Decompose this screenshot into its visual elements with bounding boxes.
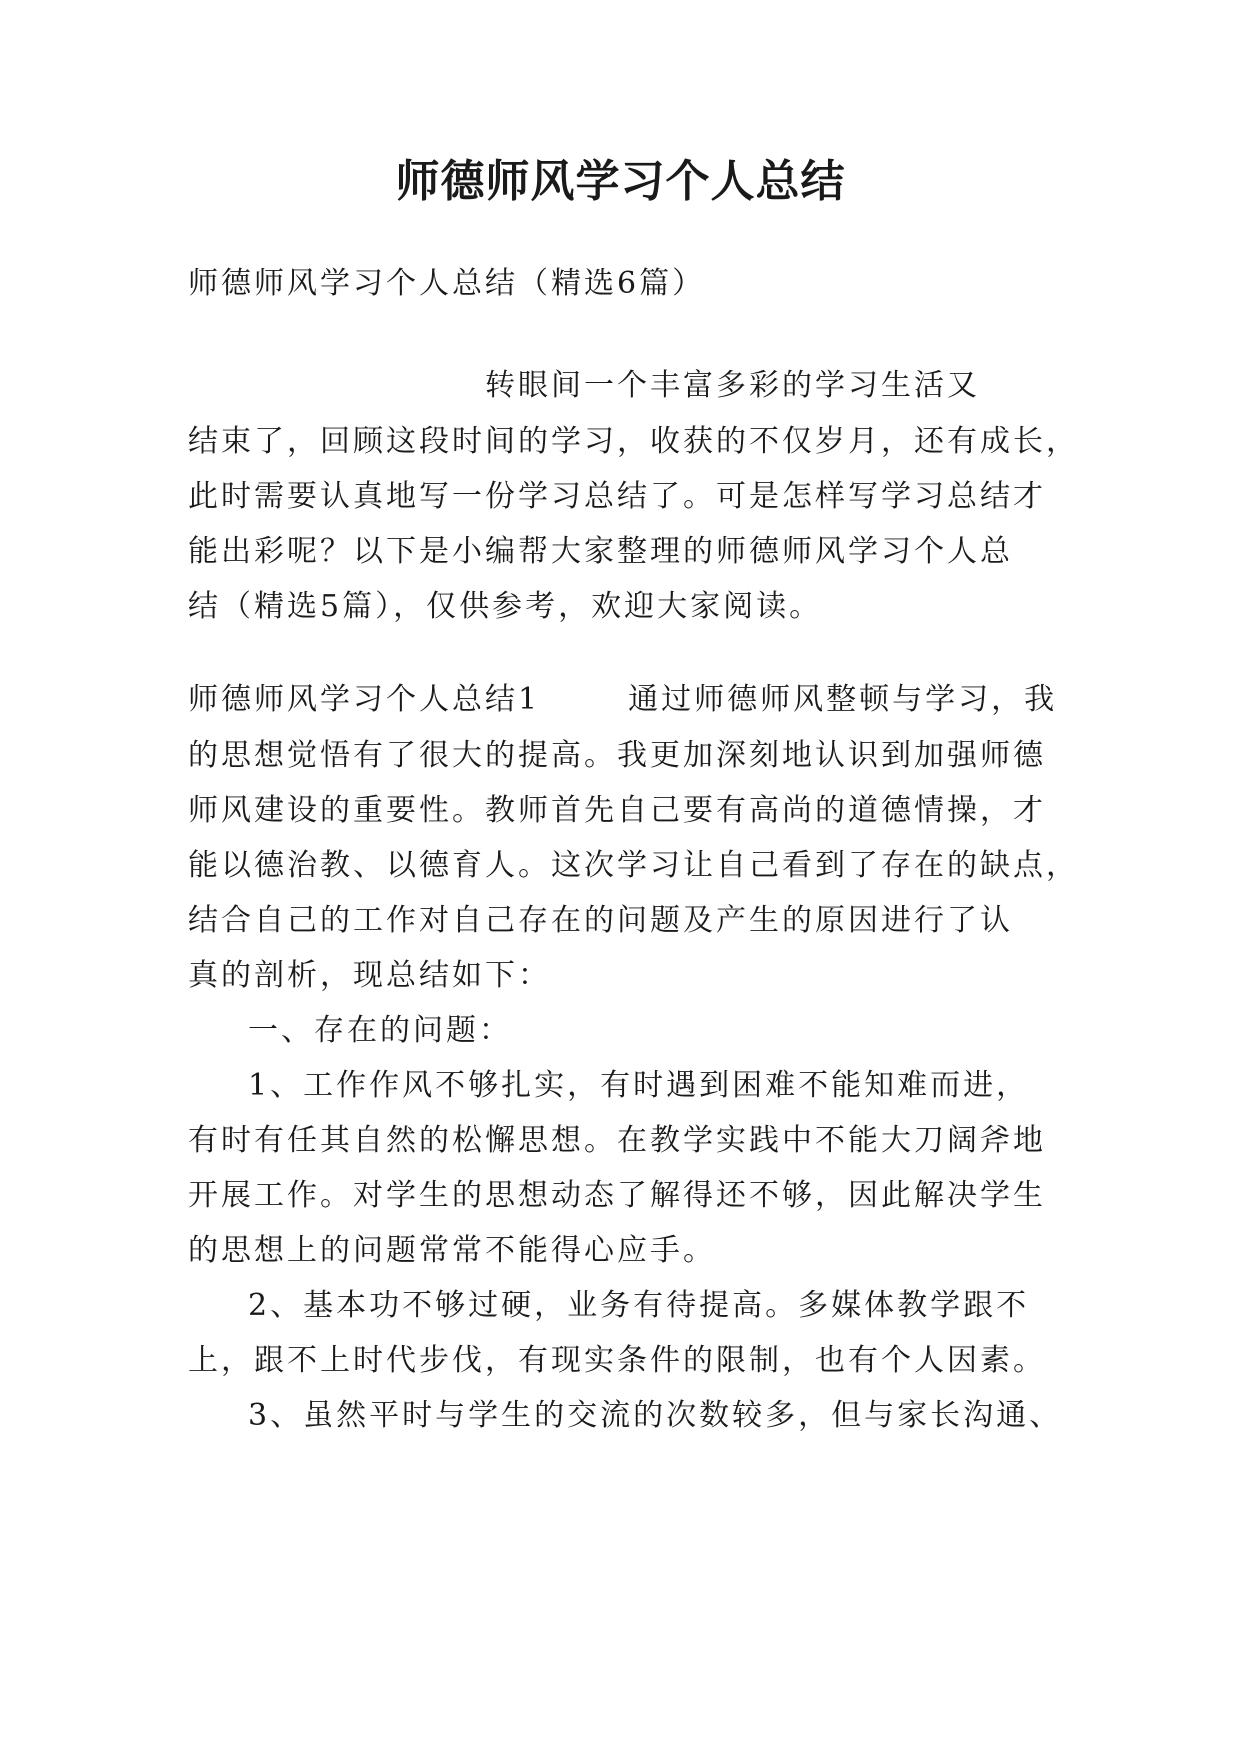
subtitle: 师德师风学习个人总结（精选6篇） bbox=[188, 266, 706, 301]
intro-line: 结（精选5篇），仅供参考，欢迎大家阅读。 bbox=[188, 589, 823, 624]
item1-line: 有时有任其自然的松懈思想。在教学实践中不能大刀阔斧地 bbox=[188, 1123, 1046, 1158]
section1-first-line bbox=[188, 678, 1057, 722]
item2-line: 2、基本功不够过硬，业务有待提高。多媒体教学跟不 bbox=[248, 1288, 1030, 1323]
section1-line: 结合自己的工作对自己存在的问题及产生的原因进行了认 bbox=[188, 903, 1013, 938]
section1-line: 的思想觉悟有了很大的提高。我更加深刻地认识到加强师德 bbox=[188, 738, 1046, 773]
intro-line: 此时需要认真地写一份学习总结了。可是怎样写学习总结才 bbox=[188, 479, 1046, 514]
problems-heading: 一、存在的问题： bbox=[248, 1013, 512, 1048]
item3-line: 3、虽然平时与学生的交流的次数较多，但与家长沟通、 bbox=[248, 1398, 1063, 1433]
item1-line: 1、工作作风不够扎实，有时遇到困难不能知难而进， bbox=[248, 1068, 1030, 1103]
section1-line: 师风建设的重要性。教师首先自己要有高尚的道德情操，才 bbox=[188, 793, 1046, 828]
document-body bbox=[188, 0, 1079, 1754]
section1-text: 通过师德师风整顿与学习，我 bbox=[628, 682, 1058, 717]
intro-line: 转眼间一个丰富多彩的学习生活又 bbox=[485, 368, 980, 403]
section1-line: 真的剖析，现总结如下： bbox=[188, 958, 551, 993]
item1-line: 开展工作。对学生的思想动态了解得还不够，因此解决学生 bbox=[188, 1178, 1046, 1213]
item2-line: 上，跟不上时代步伐，有现实条件的限制，也有个人因素。 bbox=[188, 1343, 1046, 1378]
section1-heading: 师德师风学习个人总结1 bbox=[188, 682, 541, 717]
document-title: 师德师风学习个人总结 bbox=[395, 156, 846, 207]
item1-line: 的思想上的问题常常不能得心应手。 bbox=[188, 1233, 716, 1268]
section1-line: 能以德治教、以德育人。这次学习让自己看到了存在的缺点， bbox=[188, 848, 1079, 883]
intro-line: 能出彩呢？以下是小编帮大家整理的师德师风学习个人总 bbox=[188, 534, 1013, 569]
intro-line: 结束了，回顾这段时间的学习，收获的不仅岁月，还有成长， bbox=[188, 424, 1079, 459]
